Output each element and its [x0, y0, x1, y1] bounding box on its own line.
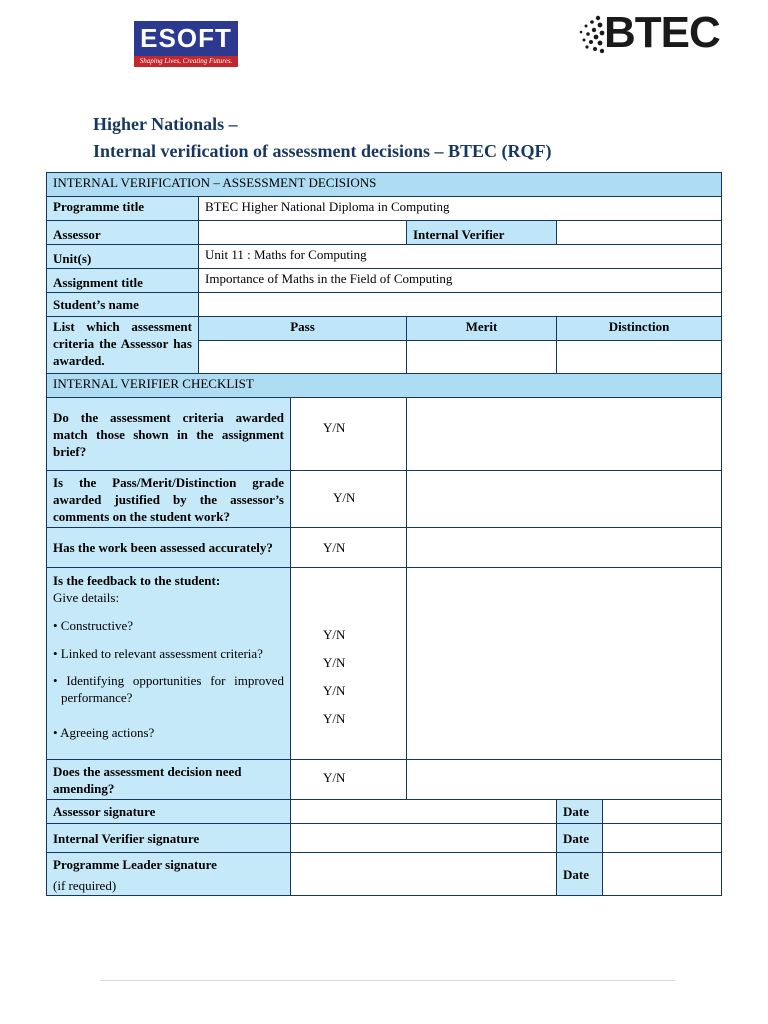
btec-logo — [576, 10, 726, 60]
yn-linked[interactable]: Y/N — [323, 655, 346, 670]
yn-assessed-accurately[interactable]: Y/N — [291, 528, 407, 568]
assignment-title-label: Assignment title — [47, 269, 199, 293]
internal-verifier-label: Internal Verifier — [407, 221, 557, 245]
yn-grade-justified[interactable]: Y/N — [291, 471, 407, 528]
yn-criteria-match[interactable]: Y/N — [291, 398, 407, 471]
programme-title-label: Programme title — [47, 197, 199, 221]
table-row — [47, 471, 722, 528]
yn-constructive[interactable]: Y/N — [323, 627, 346, 642]
table-row — [47, 374, 722, 398]
criteria-label: List which assessment criteria the Assessor has awarded. — [47, 317, 199, 374]
esoft-logo-word: ESOFT — [140, 23, 232, 53]
section-header-iv-checklist: INTERNAL VERIFIER CHECKLIST — [47, 374, 722, 398]
esoft-logo-tagline: Shaping Lives, Creating Futures. — [134, 56, 238, 67]
distinction-criteria-field[interactable] — [557, 341, 722, 374]
table-row — [47, 760, 722, 800]
verification-form-table — [46, 172, 722, 896]
yn-decision-amending[interactable]: Y/N — [291, 760, 407, 800]
comment-criteria-match[interactable] — [407, 398, 722, 471]
comment-grade-justified[interactable] — [407, 471, 722, 528]
yn-actions[interactable]: Y/N — [323, 711, 346, 726]
yn-feedback-group — [291, 568, 407, 760]
heading-line-1: Higher Nationals – — [93, 114, 238, 134]
assessor-signature-label: Assessor signature — [47, 800, 291, 824]
feedback-bullet-actions: • Agreeing actions? — [53, 725, 155, 740]
feedback-give-details: Give details: — [53, 590, 120, 605]
table-row — [47, 528, 722, 568]
comment-feedback[interactable] — [407, 568, 722, 760]
table-row — [47, 317, 722, 341]
question-decision-amending: Does the assessment decision need amending? — [47, 760, 291, 800]
feedback-bullet-opportunities: • Identifying opportunities for improved performance? — [53, 673, 284, 705]
iv-date-label: Date — [557, 824, 603, 853]
table-row — [47, 853, 722, 896]
iv-signature-label: Internal Verifier signature — [47, 824, 291, 853]
question-feedback — [47, 568, 291, 760]
table-row — [47, 245, 722, 269]
assessor-label: Assessor — [47, 221, 199, 245]
assessor-signature-field[interactable] — [291, 800, 557, 824]
units-label: Unit(s) — [47, 245, 199, 269]
pass-header: Pass — [199, 317, 407, 341]
distinction-header: Distinction — [557, 317, 722, 341]
assessor-field[interactable] — [199, 221, 407, 245]
footer-divider — [100, 980, 675, 981]
section-header-assessment-decisions: INTERNAL VERIFICATION – ASSESSMENT DECISIONS — [47, 173, 722, 197]
units-value[interactable]: Unit 11 : Maths for Computing — [199, 245, 722, 269]
internal-verifier-field[interactable] — [557, 221, 722, 245]
yn-opportunities[interactable]: Y/N — [323, 683, 346, 698]
btec-dots-icon — [576, 12, 606, 56]
programme-title-value[interactable]: BTEC Higher National Diploma in Computing — [199, 197, 722, 221]
merit-criteria-field[interactable] — [407, 341, 557, 374]
pl-date-label: Date — [557, 853, 603, 896]
iv-date-field[interactable] — [603, 824, 722, 853]
comment-decision-amending[interactable] — [407, 760, 722, 800]
pl-signature-field[interactable] — [291, 853, 557, 896]
table-row — [47, 398, 722, 471]
table-row — [47, 269, 722, 293]
question-criteria-match: Do the assessment criteria awarded match those shown in the assignment brief? — [47, 398, 291, 471]
pass-criteria-field[interactable] — [199, 341, 407, 374]
question-assessed-accurately: Has the work been assessed accurately? — [47, 528, 291, 568]
iv-signature-field[interactable] — [291, 824, 557, 853]
btec-logo-word: BTEC — [604, 8, 720, 57]
assignment-title-value[interactable]: Importance of Maths in the Field of Computing — [199, 269, 722, 293]
table-row — [47, 568, 722, 760]
table-row — [47, 221, 722, 245]
pl-date-field[interactable] — [603, 853, 722, 896]
pl-signature-label-cell — [47, 853, 291, 896]
assessor-date-field[interactable] — [603, 800, 722, 824]
merit-header: Merit — [407, 317, 557, 341]
esoft-logo — [134, 21, 238, 67]
table-row — [47, 293, 722, 317]
students-name-field[interactable] — [199, 293, 722, 317]
table-row — [47, 824, 722, 853]
pl-if-required: (if required) — [53, 878, 117, 893]
table-row — [47, 173, 722, 197]
question-grade-justified: Is the Pass/Merit/Distinction grade awarded justified by the assessor’s comments on the student work? — [47, 471, 291, 528]
heading-line-2: Internal verification of assessment decisions – BTEC (RQF) — [93, 141, 552, 161]
feedback-bullet-linked: • Linked to relevant assessment criteria? — [53, 646, 263, 661]
comment-assessed-accurately[interactable] — [407, 528, 722, 568]
pl-signature-label: Programme Leader signature — [53, 857, 217, 872]
feedback-bullet-constructive: • Constructive? — [53, 618, 134, 633]
assessor-date-label: Date — [557, 800, 603, 824]
students-name-label: Student’s name — [47, 293, 199, 317]
feedback-title: Is the feedback to the student: — [53, 573, 221, 588]
table-row — [47, 197, 722, 221]
table-row — [47, 800, 722, 824]
